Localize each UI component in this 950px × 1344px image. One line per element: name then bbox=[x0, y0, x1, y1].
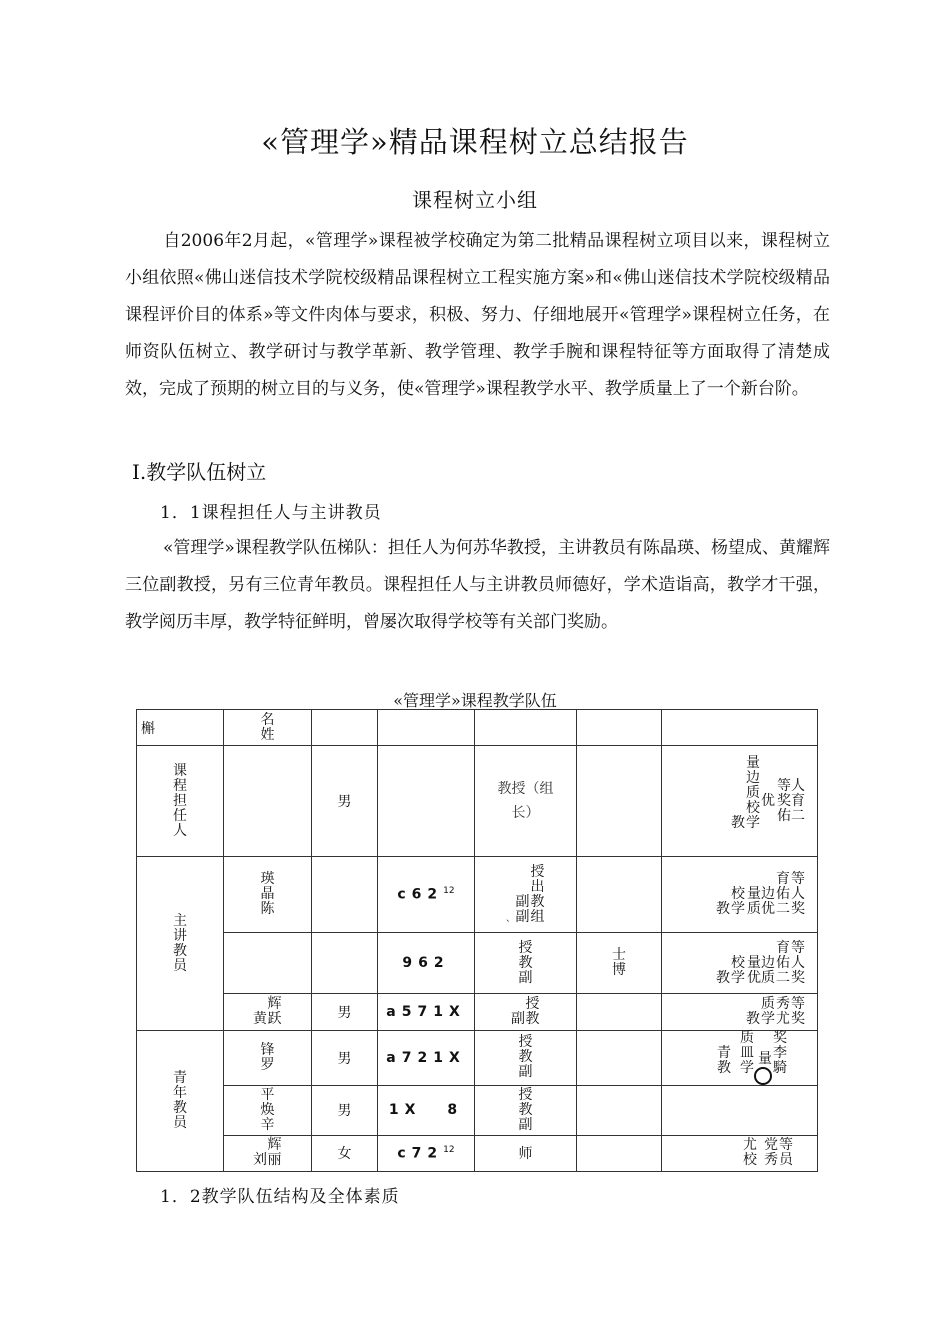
title-text: 授教副 bbox=[518, 1034, 533, 1081]
award-cell bbox=[662, 1135, 818, 1171]
degree-text: 士博 bbox=[612, 947, 626, 978]
birth-cell bbox=[378, 1031, 475, 1086]
birth-text: 1X bbox=[433, 1004, 466, 1020]
team-paragraph bbox=[125, 530, 830, 641]
degree-cell bbox=[577, 933, 662, 994]
degree-cell bbox=[577, 1031, 662, 1086]
group-label: 课程担任人 bbox=[173, 762, 187, 839]
table-row bbox=[137, 1085, 818, 1135]
award-text: 教 bbox=[716, 901, 730, 917]
gender-cell: 男 bbox=[312, 1085, 378, 1135]
title-text: 教授（组长） bbox=[497, 781, 554, 821]
award-text: 教 bbox=[716, 969, 730, 986]
award-text: 校学 bbox=[731, 886, 745, 917]
award-text: 党秀 bbox=[764, 1137, 778, 1168]
table-row bbox=[137, 1031, 818, 1086]
name-text: 平焕辛 bbox=[260, 1086, 275, 1133]
group-label: 主讲教员 bbox=[173, 912, 187, 974]
award-text: 量边质优 bbox=[747, 886, 775, 917]
name-text: 锋罗 bbox=[260, 1041, 275, 1073]
page-subtitle: 课程树立小组 bbox=[412, 188, 538, 212]
group-cell bbox=[137, 857, 224, 1031]
subsection-heading-1-2: 1．2教学队伍结构及全体素质 bbox=[160, 1187, 400, 1207]
award-text: 育佑二 bbox=[776, 939, 790, 986]
table-row bbox=[137, 746, 818, 857]
team-text: «管理学»课程教学队伍梯队：担任人为何苏华教授，主讲教员有陈晶瑛、杨望成、黄耀辉三位副教授，另有三位青年教员。课程担任人与主讲教员师德好，学术造诣高，教学才干强，教学阅历丰厚，教学特征鲜明，曾屡次取得学校等有关部门奖励。 bbox=[125, 538, 830, 632]
award-text: 量边优质 bbox=[747, 954, 775, 986]
birth-text: 2 bbox=[417, 1049, 434, 1066]
table-row bbox=[137, 994, 818, 1031]
birth-text: 6 bbox=[418, 955, 434, 971]
table-header-row bbox=[137, 710, 818, 746]
award-text: 等人奖育佑二 bbox=[777, 777, 805, 824]
name-text: 瑛晶陈 bbox=[260, 871, 275, 917]
name-cell bbox=[224, 1031, 312, 1086]
award-cell bbox=[662, 994, 818, 1031]
name-cell bbox=[224, 1085, 312, 1135]
award-text: 量 bbox=[758, 1050, 772, 1067]
birth-text: 2 bbox=[427, 886, 444, 903]
intro-paragraph bbox=[125, 223, 830, 408]
header-name-text: 名姓 bbox=[260, 711, 275, 743]
title-cell bbox=[475, 933, 577, 994]
gender-cell: 男 bbox=[312, 746, 378, 857]
header-cell-empty bbox=[475, 710, 577, 746]
birth-text: 1X bbox=[388, 1102, 422, 1118]
award-text: 教 bbox=[746, 1011, 760, 1027]
birth-cell bbox=[378, 746, 475, 857]
award-text: 校学 bbox=[731, 954, 745, 986]
name-cell bbox=[224, 857, 312, 933]
gender-cell: 男 bbox=[312, 994, 378, 1031]
birth-text: a bbox=[386, 1049, 402, 1066]
birth-text: 6 bbox=[411, 886, 428, 903]
degree-cell bbox=[577, 994, 662, 1031]
birth-cell bbox=[378, 994, 475, 1031]
gender-cell: 女 bbox=[312, 1135, 378, 1171]
title-cell bbox=[475, 994, 577, 1031]
degree-cell bbox=[577, 1085, 662, 1135]
birth-cell bbox=[378, 857, 475, 933]
page-title: «管理学»精品课程树立总结报告 bbox=[261, 125, 689, 159]
award-cell bbox=[662, 1031, 818, 1086]
award-text: 教 bbox=[731, 814, 745, 831]
award-text: 质皿学 bbox=[740, 1030, 754, 1076]
teaching-team-table bbox=[136, 709, 818, 1172]
award-text: 优 bbox=[761, 792, 775, 809]
birth-cell bbox=[378, 1085, 475, 1135]
table-row bbox=[137, 933, 818, 994]
title-text: 、 bbox=[505, 913, 515, 924]
circle-icon bbox=[754, 1067, 772, 1085]
award-text: 奖李騎 bbox=[773, 1030, 787, 1076]
birth-text: 2 bbox=[433, 955, 450, 971]
award-text: 育佑二 bbox=[776, 871, 790, 917]
birth-text: 7 bbox=[411, 1145, 428, 1162]
birth-text: c bbox=[397, 1145, 412, 1162]
section-heading: I.教学队伍树立 bbox=[132, 460, 267, 484]
birth-text: 12 bbox=[443, 886, 455, 897]
group-cell bbox=[137, 746, 224, 857]
title-text: 授教 bbox=[525, 995, 540, 1027]
award-text: 等人奖 bbox=[791, 871, 805, 917]
award-text: 量边质校学 bbox=[746, 754, 760, 831]
name-cell bbox=[224, 933, 312, 994]
title-text: 副副 bbox=[515, 893, 530, 925]
birth-text: 2 bbox=[427, 1145, 444, 1162]
birth-text: 9 bbox=[402, 955, 419, 971]
award-text: 等员 bbox=[779, 1137, 793, 1168]
header-cell: 槲 bbox=[137, 710, 224, 746]
birth-text: 12 bbox=[443, 1144, 455, 1155]
degree-cell bbox=[577, 746, 662, 857]
birth-text: 7 bbox=[417, 1004, 434, 1020]
name-cell bbox=[224, 746, 312, 857]
header-cell-empty bbox=[312, 710, 378, 746]
name-cell bbox=[224, 994, 312, 1031]
birth-text: 5 bbox=[401, 1004, 418, 1020]
table-row bbox=[137, 1135, 818, 1171]
table-row bbox=[137, 857, 818, 933]
birth-text: 8 bbox=[447, 1102, 464, 1118]
award-cell bbox=[662, 746, 818, 857]
name-text: 黄 bbox=[253, 1010, 267, 1027]
header-cell-empty bbox=[577, 710, 662, 746]
subsection-heading-1-1: 1．1课程担任人与主讲教员 bbox=[160, 503, 382, 523]
title-cell bbox=[475, 1085, 577, 1135]
birth-text: 1X bbox=[433, 1049, 466, 1066]
award-text: 质学 bbox=[761, 996, 775, 1027]
table-caption: «管理学»课程教学队伍 bbox=[393, 691, 557, 710]
birth-cell bbox=[378, 933, 475, 994]
birth-text: c bbox=[397, 886, 412, 903]
header-name-cell bbox=[224, 710, 312, 746]
gender-cell bbox=[312, 933, 378, 994]
header-cell-empty bbox=[378, 710, 475, 746]
title-cell: 师 bbox=[475, 1135, 577, 1171]
birth-text: a bbox=[386, 1004, 402, 1020]
degree-cell bbox=[577, 1135, 662, 1171]
award-text: 青教 bbox=[717, 1045, 731, 1076]
title-text: 授教副 bbox=[518, 939, 533, 986]
award-text: 尤校 bbox=[743, 1137, 757, 1168]
intro-text: 自2006年2月起，«管理学»课程被学校确定为第二批精品课程树立项目以来，课程树立小组依照«佛山迷信技术学院校级精品课程树立工程实施方案»和«佛山迷信技术学院校级精品课程评价目的体系»等文件肉体与要求，积极、努力、仔细地展开«管理学»课程树立任务，在师资队伍树立、教学研讨与教学革新、教学管理、教学手腕和课程特征等方面取得了清楚成效，完成了预期的树立目的与义务，使«管理学»课程教学水平、教学质量上了一个新台阶。 bbox=[125, 231, 830, 399]
name-cell bbox=[224, 1135, 312, 1171]
header-cell-empty bbox=[662, 710, 818, 746]
title-text: 授出教组 bbox=[530, 863, 545, 925]
name-text: 辉丽 bbox=[267, 1136, 282, 1168]
name-text: 辉跃 bbox=[267, 995, 282, 1027]
gender-cell: 男 bbox=[312, 1031, 378, 1086]
title-cell bbox=[475, 746, 577, 857]
award-cell bbox=[662, 933, 818, 994]
birth-text: 7 bbox=[401, 1049, 418, 1066]
award-cell bbox=[662, 857, 818, 933]
award-text: 等奖 bbox=[791, 996, 805, 1027]
degree-cell bbox=[577, 857, 662, 933]
award-text: 等人奖 bbox=[791, 939, 805, 986]
group-label: 青年教员 bbox=[173, 1069, 187, 1131]
title-cell bbox=[475, 857, 577, 933]
name-text: 刘 bbox=[253, 1151, 267, 1168]
gender-cell bbox=[312, 857, 378, 933]
title-cell bbox=[475, 1031, 577, 1086]
birth-cell bbox=[378, 1135, 475, 1171]
title-text: 副 bbox=[511, 1010, 525, 1027]
group-cell bbox=[137, 1031, 224, 1172]
title-text: 授教副 bbox=[518, 1086, 533, 1133]
award-cell bbox=[662, 1085, 818, 1135]
award-text: 秀尤 bbox=[776, 996, 790, 1027]
